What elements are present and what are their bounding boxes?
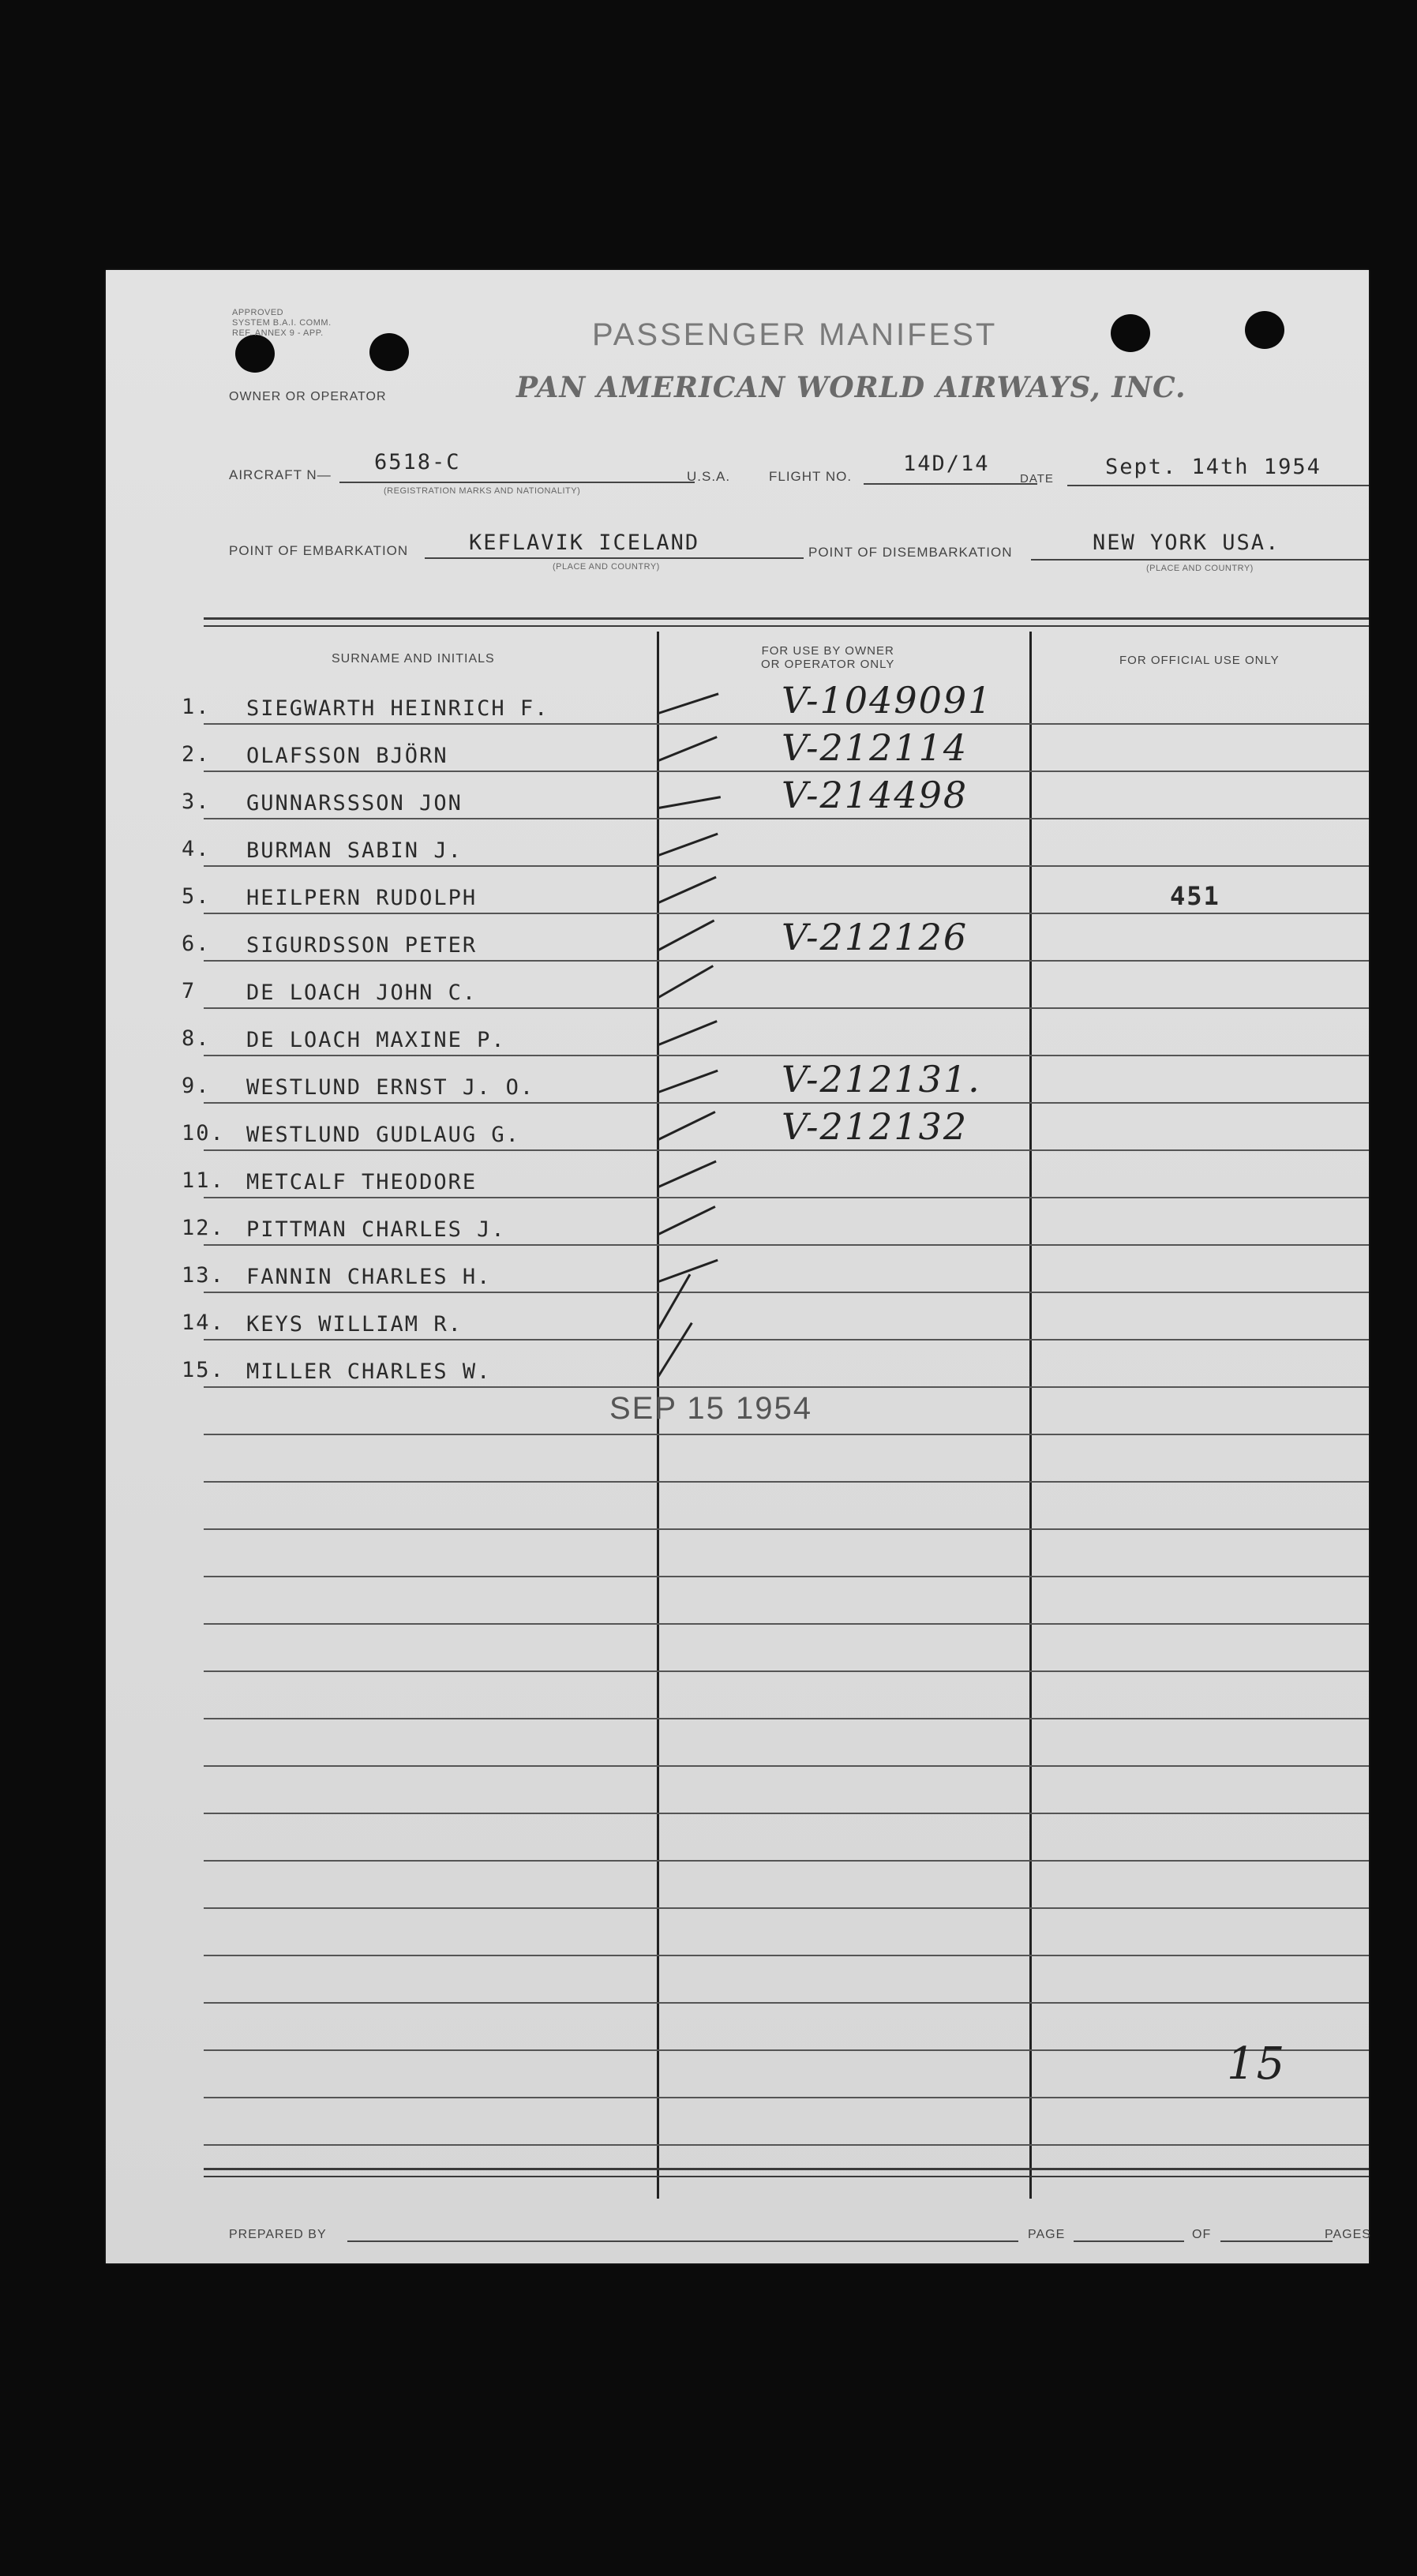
- table-row-rule: [204, 1481, 1369, 1483]
- passenger-number: 8.: [182, 1026, 211, 1051]
- table-row-rule: [204, 2049, 1369, 2051]
- embarkation-value: KEFLAVIK ICELAND: [469, 531, 700, 555]
- passenger-number: 4.: [182, 837, 211, 861]
- punch-hole: [235, 335, 275, 373]
- table-row-rule: [204, 1386, 1369, 1388]
- passenger-name: MILLER CHARLES W.: [246, 1359, 492, 1384]
- check-mark: [658, 1111, 715, 1141]
- embark-place-caption: (PLACE AND COUNTRY): [553, 562, 660, 572]
- passenger-number: 13.: [182, 1263, 225, 1288]
- visa-number: V-212114: [782, 726, 969, 769]
- prepared-by-label: PREPARED BY: [229, 2228, 327, 2241]
- passenger-number: 14.: [182, 1310, 225, 1335]
- visa-number: V-212132: [782, 1105, 969, 1148]
- check-mark: [658, 1070, 718, 1093]
- passenger-name: FANNIN CHARLES H.: [246, 1265, 492, 1289]
- table-row-rule: [204, 865, 1369, 867]
- aircraft-label: AIRCRAFT N—: [229, 467, 332, 482]
- check-mark: [658, 1322, 693, 1377]
- disembarkation-value: NEW YORK USA.: [1093, 531, 1280, 555]
- table-row-rule: [204, 1718, 1369, 1719]
- table-row-rule: [204, 913, 1369, 914]
- table-row-rule: [204, 1434, 1369, 1435]
- visa-number: V-212131.: [782, 1058, 981, 1101]
- passenger-number: 9.: [182, 1074, 211, 1098]
- table-row-rule: [204, 1149, 1369, 1151]
- column-header-surname: SURNAME AND INITIALS: [332, 652, 495, 666]
- approval-stamp: APPROVED SYSTEM B.A.I. COMM. REF. ANNEX 9 - APP.: [232, 308, 332, 338]
- passenger-name: OLAFSSON BJÖRN: [246, 744, 448, 768]
- table-row-rule: [204, 1623, 1369, 1625]
- passenger-name: WESTLUND ERNST J. O.: [246, 1075, 535, 1100]
- check-mark: [658, 1206, 715, 1236]
- page-label: PAGE: [1028, 2228, 1066, 2241]
- registration-caption: (REGISTRATION MARKS AND NATIONALITY): [384, 486, 581, 496]
- nationality: U.S.A.: [687, 469, 731, 484]
- check-mark: [658, 1020, 717, 1046]
- passenger-number: 10.: [182, 1121, 225, 1146]
- table-row-rule: [204, 771, 1369, 772]
- page-title: PASSENGER MANIFEST: [592, 317, 998, 352]
- table-row-rule: [204, 1576, 1369, 1577]
- passenger-name: GUNNARSSSON JON: [246, 791, 463, 816]
- visa-number: V-214498: [782, 774, 969, 816]
- date-value: Sept. 14th 1954: [1105, 455, 1321, 479]
- table-row-rule: [204, 818, 1369, 819]
- column-header-owner: FOR USE BY OWNER OR OPERATOR ONLY: [761, 644, 895, 671]
- table-row-rule: [204, 1955, 1369, 1956]
- table-row-rule: [204, 2097, 1369, 2098]
- owner-label: OWNER OR OPERATOR: [229, 390, 387, 403]
- passenger-number: 5.: [182, 884, 211, 909]
- table-row-rule: [204, 1907, 1369, 1909]
- disembark-place-caption: (PLACE AND COUNTRY): [1146, 564, 1254, 573]
- table-row-rule: [204, 1244, 1369, 1246]
- passenger-name: DE LOACH JOHN C.: [246, 981, 478, 1005]
- table-row-rule: [204, 1197, 1369, 1198]
- passenger-name: PITTMAN CHARLES J.: [246, 1217, 506, 1242]
- table-row-rule: [204, 1339, 1369, 1340]
- visa-number: V-212126: [782, 916, 969, 958]
- passenger-number: 11.: [182, 1168, 225, 1193]
- passenger-number: 15.: [182, 1358, 225, 1382]
- passenger-name: SIGURDSSON PETER: [246, 933, 478, 958]
- passenger-name: BURMAN SABIN J.: [246, 838, 463, 863]
- table-row-rule: [204, 1765, 1369, 1767]
- check-mark: [658, 736, 717, 762]
- punch-hole: [1111, 314, 1150, 352]
- table-row-rule: [204, 1813, 1369, 1814]
- column-header-official: FOR OFFICIAL USE ONLY: [1119, 654, 1280, 667]
- table-row-rule: [204, 723, 1369, 725]
- passenger-name: METCALF THEODORE: [246, 1170, 478, 1194]
- flight-label: FLIGHT NO.: [769, 469, 853, 484]
- check-mark: [658, 692, 719, 714]
- table-row-rule: [204, 1102, 1369, 1104]
- table-row-rule: [204, 1007, 1369, 1009]
- table-row-rule: [204, 960, 1369, 962]
- punch-hole: [1245, 311, 1284, 349]
- aircraft-value: 6518-C: [374, 450, 461, 474]
- check-mark: [658, 1273, 692, 1329]
- check-mark: [658, 833, 718, 857]
- table-row-rule: [204, 2144, 1369, 2146]
- official-code: 451: [1170, 881, 1220, 911]
- table-row-rule: [204, 1670, 1369, 1672]
- table-row-rule: [204, 1860, 1369, 1862]
- passenger-number: 6.: [182, 932, 211, 956]
- check-mark: [658, 876, 716, 904]
- table-row-rule: [204, 1055, 1369, 1056]
- check-mark: [658, 920, 714, 951]
- table-row-rule: [204, 1528, 1369, 1530]
- passenger-name: HEILPERN RUDOLPH: [246, 886, 478, 910]
- passenger-name: SIEGWARTH HEINRICH F.: [246, 696, 549, 721]
- passenger-name: KEYS WILLIAM R.: [246, 1312, 463, 1337]
- visa-number: V-1049091: [782, 679, 993, 722]
- punch-hole: [369, 333, 409, 371]
- owner-name: PAN AMERICAN WORLD AIRWAYS, INC.: [516, 371, 1186, 404]
- passenger-number: 12.: [182, 1216, 225, 1240]
- check-mark: [658, 796, 721, 809]
- check-mark: [658, 965, 714, 999]
- passenger-number: 1.: [182, 695, 211, 719]
- passenger-name: DE LOACH MAXINE P.: [246, 1028, 506, 1052]
- received-date-stamp: SEP 15 1954: [609, 1391, 813, 1426]
- disembarkation-label: POINT OF DISEMBARKATION: [808, 545, 1013, 560]
- passenger-number: 7: [182, 979, 197, 1003]
- table-row-rule: [204, 1292, 1369, 1293]
- passenger-total-mark: 15: [1227, 2038, 1287, 2090]
- check-mark: [658, 1161, 716, 1188]
- date-label: DATE: [1020, 472, 1054, 486]
- of-label: OF: [1192, 2228, 1212, 2241]
- pages-label: PAGES: [1325, 2228, 1371, 2241]
- manifest-sheet: [106, 270, 1369, 2263]
- passenger-number: 3.: [182, 789, 211, 814]
- passenger-name: WESTLUND GUDLAUG G.: [246, 1123, 520, 1147]
- passenger-number: 2.: [182, 742, 211, 767]
- table-row-rule: [204, 2002, 1369, 2004]
- embarkation-label: POINT OF EMBARKATION: [229, 543, 409, 558]
- flight-value: 14D/14: [903, 452, 990, 476]
